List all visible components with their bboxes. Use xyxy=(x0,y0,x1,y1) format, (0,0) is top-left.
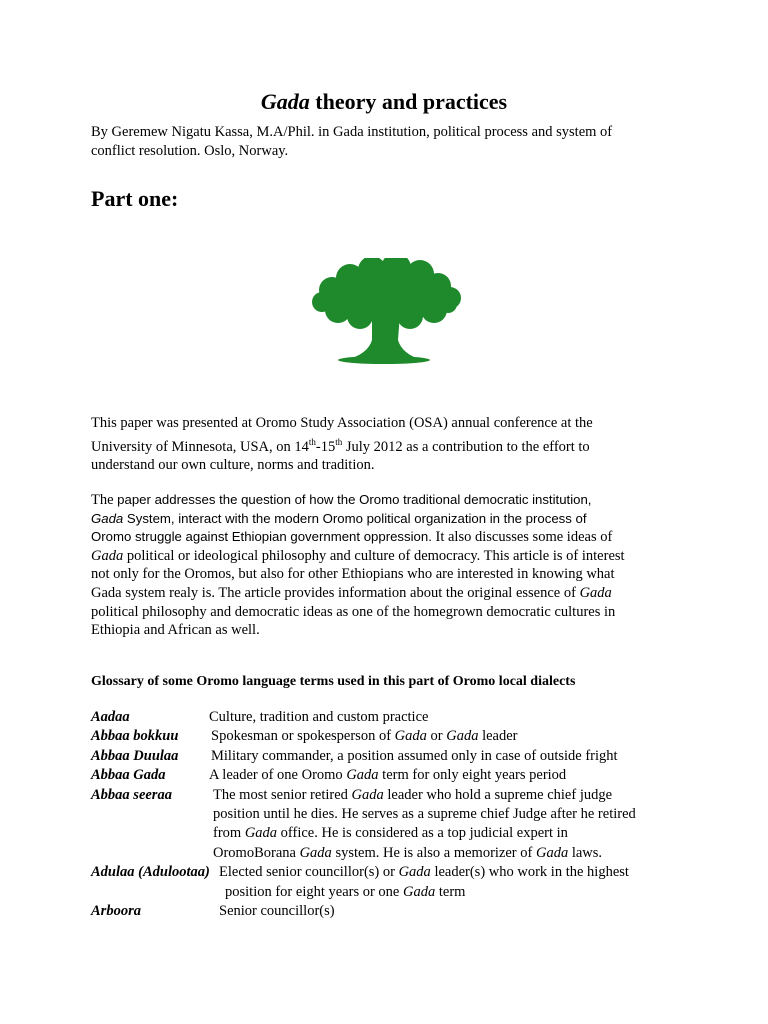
def-gada-italic: Gada xyxy=(535,844,569,861)
glossary-term: Abbaa bokkuu xyxy=(91,728,179,745)
def-text: term xyxy=(435,883,466,900)
def-line xyxy=(213,786,711,805)
glossary-term: Aadaa xyxy=(91,709,130,725)
def-text: leader who hold a supreme chief judge xyxy=(383,786,613,803)
byline-line-1: By Geremew Nigatu Kassa, M.A/Phil. in Gada institution, political process and system of xyxy=(91,124,613,140)
def-gada-italic: Gada xyxy=(346,767,379,784)
p2-line-1 xyxy=(91,491,671,510)
def-gada-italic: Gada xyxy=(446,728,479,745)
p1-sup-1: th xyxy=(308,436,316,447)
def-gada-italic: Gada xyxy=(394,728,427,745)
glossary-entry xyxy=(91,766,711,785)
def-text: leader(s) who work in the highest xyxy=(430,864,629,881)
def-text: leader xyxy=(478,728,518,745)
p2-gada-italic: Gada xyxy=(91,510,124,526)
p2-line-6 xyxy=(91,584,671,603)
def-line xyxy=(213,844,711,863)
p2-gada-italic: Gada xyxy=(91,547,124,564)
paragraph-presentation-info xyxy=(91,414,671,475)
def-text: A leader of one Oromo xyxy=(209,767,347,784)
glossary-term: Arboora xyxy=(91,903,141,920)
p2-line-4 xyxy=(91,547,671,566)
glossary-heading: Glossary of some Oromo language terms used in this part of Oromo local dialects xyxy=(91,674,576,689)
def-text: Spokesman or spokesperson of xyxy=(211,728,395,745)
p2-text: It also discusses some ideas of xyxy=(431,529,613,546)
glossary-definition: Senior councillor(s) xyxy=(219,903,335,920)
glossary-term: Adulaa (Adulootaa) xyxy=(91,864,210,881)
glossary-entry xyxy=(91,786,711,864)
p2-line-7: political philosophy and democratic ideas as one of the homegrown democratic cultures in xyxy=(91,603,616,620)
p2-line-2 xyxy=(91,510,671,529)
def-gada-italic: Gada xyxy=(398,864,431,881)
def-text: OromoBorana xyxy=(213,844,300,861)
author-byline xyxy=(91,123,691,161)
p2-text-sans: Oromo struggle against Ethiopian government oppression. xyxy=(91,529,432,545)
p2-line-8: Ethiopia and African as well. xyxy=(91,622,260,639)
glossary-definition: Military commander, a position assumed only in case of outside fright xyxy=(211,747,618,764)
glossary-entry xyxy=(91,727,711,746)
def-line xyxy=(225,883,711,902)
tree-icon xyxy=(310,258,462,366)
def-text: from xyxy=(213,825,245,842)
def-text: The most senior retired xyxy=(213,786,352,803)
byline-line-2: conflict resolution. Oslo, Norway. xyxy=(91,143,289,159)
glossary-definition xyxy=(91,786,711,864)
p1-sup-2: th xyxy=(335,436,343,447)
glossary-definition xyxy=(91,727,711,746)
def-gada-italic: Gada xyxy=(299,844,332,861)
p1-text-c: July 2012 as a contribution to the effort to xyxy=(342,438,590,455)
p2-text-sans: paper addresses the question of how the Oromo traditional democratic institution, xyxy=(117,492,592,507)
p2-text-sans: System, interact with the modern Oromo political organization in the process of xyxy=(123,510,587,526)
def-line xyxy=(213,824,711,843)
title-italic-word: Gada xyxy=(260,89,310,114)
glossary-definition: Culture, tradition and custom practice xyxy=(209,709,429,725)
def-text: position for eight years or one xyxy=(225,883,403,900)
def-gada-italic: Gada xyxy=(403,883,436,900)
p2-text: political or ideological philosophy and culture of democracy. This article is of interest xyxy=(123,547,625,564)
def-gada-italic: Gada xyxy=(351,786,384,803)
glossary-entry xyxy=(91,708,711,727)
glossary-entry xyxy=(91,902,711,921)
p1-text-b: -15 xyxy=(315,438,336,455)
def-text: laws. xyxy=(568,844,603,861)
glossary-term: Abbaa Gada xyxy=(91,767,166,784)
p2-text: Gada system realy is. The article provides information about the original essence of xyxy=(91,584,580,601)
p1-line-2 xyxy=(91,433,671,456)
glossary-list xyxy=(91,708,711,921)
part-heading: Part one: xyxy=(91,186,179,211)
glossary-term: Abbaa Duulaa xyxy=(91,747,179,764)
def-text: office. He is considered as a top judicial expert in xyxy=(277,825,568,842)
document-title xyxy=(0,88,768,116)
def-line xyxy=(219,863,711,882)
p1-line-3: understand our own culture, norms and tradition. xyxy=(91,457,375,474)
def-text: or xyxy=(426,728,447,745)
p1-line-1: This paper was presented at Oromo Study Association (OSA) annual conference at the xyxy=(91,415,593,431)
p2-line-5: not only for the Oromos, but also for other Ethiopians who are interested in knowing what xyxy=(91,566,615,583)
paragraph-abstract xyxy=(91,491,671,640)
glossary-entry xyxy=(91,863,711,902)
def-text: Elected senior councillor(s) or xyxy=(219,864,399,881)
def-gada-italic: Gada xyxy=(244,825,278,842)
title-text: theory and practices xyxy=(309,89,508,114)
def-text: system. He is also a memorizer of xyxy=(331,844,536,861)
glossary-entry xyxy=(91,747,711,766)
p2-text: The xyxy=(91,492,118,508)
p2-line-3 xyxy=(91,528,671,547)
def-text: term for only eight years period xyxy=(378,767,567,784)
glossary-term: Abbaa seeraa xyxy=(91,786,172,803)
p1-text-a: University of Minnesota, USA, on 14 xyxy=(91,438,309,455)
def-line: position until he dies. He serves as a supreme chief Judge after he retired xyxy=(213,806,636,823)
p2-gada-italic: Gada xyxy=(579,584,612,601)
glossary-definition xyxy=(91,766,711,785)
